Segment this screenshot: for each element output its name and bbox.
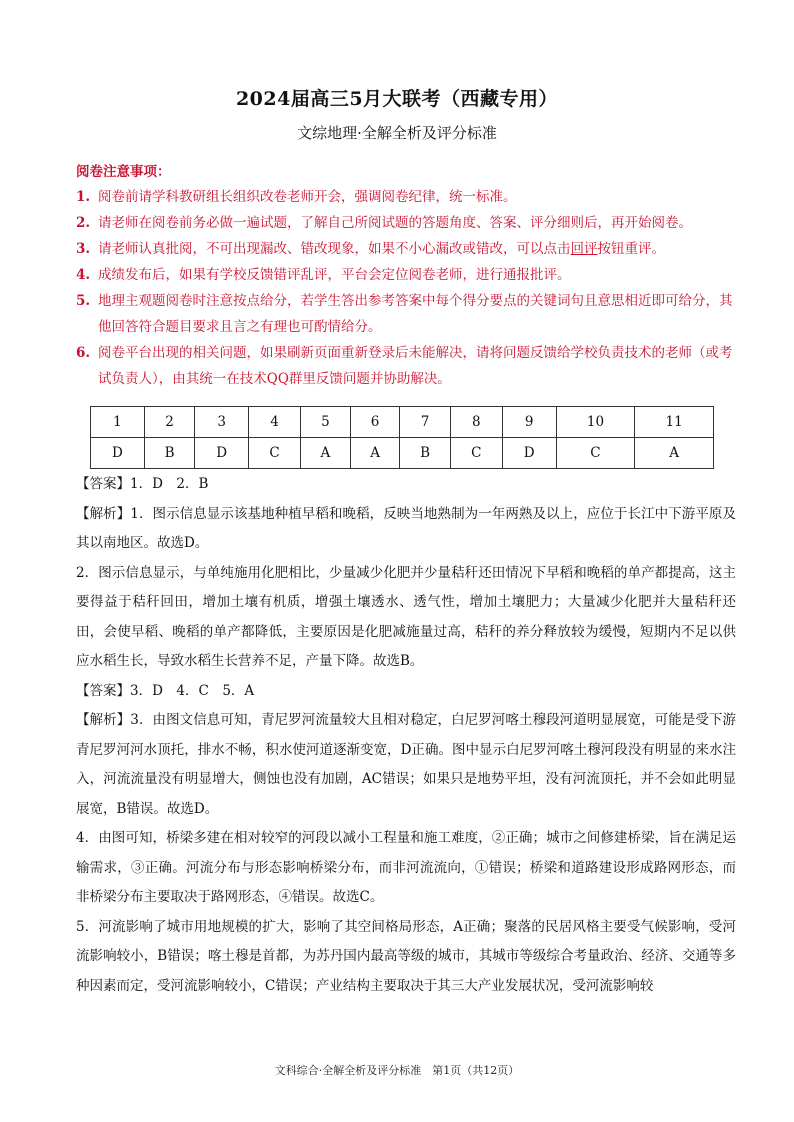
answer-cell: D	[502, 438, 556, 469]
answer-line: 【答案】1．D 2．B	[76, 476, 209, 492]
answer-cell: C	[556, 438, 635, 469]
notice-item-text: 请老师在阅卷前务必做一遍试题，了解自己所阅试题的答题角度、答案、评分细则后，再开始阅卷。	[98, 215, 692, 231]
answer-table	[90, 406, 714, 469]
notice-item-number: 6.	[76, 345, 91, 361]
notice-item-number: 4.	[76, 267, 91, 283]
question-number-cell: 10	[556, 407, 635, 438]
analysis-paragraph: 2．图示信息显示，与单纯施用化肥相比，少量减少化肥并少量秸秆还田情况下早稻和晚稻的单产都提高，这主要得益于秸秆回田，增加土壤有机质，增强土壤透水、透气性，增加土壤肥力；大量减少化肥并大量秸秆还田，会使早稻、晚稻的单产都降低，主要原因是化肥减施量过高，秸秆的养分释放较为缓慢，短期内不足以供应水稻生长，导致水稻生长营养不足，产量下降。故选B。	[76, 564, 736, 669]
notice-item-text: 地理主观题阅卷时注意按点给分，若学生答出参考答案中每个得分要点的关键词句且意思相近即可给分，其他回答符合题目要求且言之有理也可酌情给分。	[98, 293, 733, 335]
page-subtitle: 文综地理·全解全析及评分标准	[297, 124, 497, 142]
page-title: 2024届高三5月大联考（西藏专用）	[235, 88, 559, 110]
notice-item-number: 2.	[76, 215, 91, 231]
notice-item	[76, 288, 736, 340]
question-number-cell: 2	[144, 407, 194, 438]
analysis-paragraph: 【解析】3．由图文信息可知，青尼罗河流量较大且相对稳定，白尼罗河喀土穆段河道明显展宽，可能是受下游青尼罗河河水顶托，排水不畅，积水使河道逐渐变宽，D正确。图中显示白尼罗河喀土穆河段没有明显的来水注入，河流流量没有明显增大，侧蚀也没有加剧，AC错误；如果只是地势平坦，没有河流顶托，并不会如此明显展宽，B错误。故选D。	[76, 712, 736, 817]
question-number-cell: 11	[635, 407, 714, 438]
notice-item-text	[98, 236, 736, 262]
notice-item-number: 1.	[76, 189, 91, 205]
question-number-cell: 5	[301, 407, 351, 438]
question-number-cell: 6	[350, 407, 400, 438]
page-footer: 文科综合·全解全析及评分标准 第1页（共12页）	[274, 1064, 520, 1077]
answer-cell: B	[400, 438, 450, 469]
notice-text-part: 请老师认真批阅，不可出现漏改、错改现象，如果不小心漏改或错改，可以点击	[98, 241, 571, 257]
notice-item	[76, 262, 736, 288]
re-review-link: 回评	[570, 241, 598, 257]
question-number-cell: 7	[400, 407, 450, 438]
notice-item	[76, 210, 736, 236]
answer-cell: A	[301, 438, 351, 469]
notice-item-number: 3.	[76, 241, 91, 257]
analysis-paragraph: 5．河流影响了城市用地规模的扩大，影响了其空间格局形态，A正确；聚落的民居风格主要受气候影响，受河流影响较小，B错误；喀土穆是首都，为苏丹国内最高等级的城市，其城市等级综合考量政治、经济、交通等多种因素而定，受河流影响较小，C错误；产业结构主要取决于其三大产业发展状况，受河流影响较	[76, 918, 736, 994]
answer-cell: A	[350, 438, 400, 469]
answer-cell: A	[635, 438, 714, 469]
analysis-paragraph: 4．由图可知，桥梁多建在相对较窄的河段以减小工程量和施工难度，②正确；城市之间修建桥梁，旨在满足运输需求，③正确。河流分布与形态影响桥梁分布，而非河流流向，①错误；桥梁和道路建设形成路网形态，而非桥梁分布主要取决于路网形态，④错误。故选C。	[76, 830, 736, 905]
question-number-cell: 3	[195, 407, 249, 438]
notice-heading: 阅卷注意事项：	[76, 164, 171, 180]
answer-cell: C	[450, 438, 502, 469]
answer-cell: B	[144, 438, 194, 469]
notice-item-text: 阅卷平台出现的相关问题，如果刷新页面重新登录后未能解决，请将问题反馈给学校负责技术的老师（或考试负责人），由其统一在技术QQ群里反馈问题并协助解决。	[98, 345, 733, 387]
question-number-row	[91, 407, 714, 438]
question-number-cell: 8	[450, 407, 502, 438]
question-number-cell: 4	[249, 407, 301, 438]
question-number-cell: 1	[91, 407, 145, 438]
notice-text-part: 按钮重评。	[597, 241, 665, 257]
notice-item	[76, 236, 736, 262]
answer-cell: D	[91, 438, 145, 469]
answer-row	[91, 438, 714, 469]
notice-item-number: 5.	[76, 293, 91, 309]
solution-body	[76, 470, 736, 1001]
answer-cell: C	[249, 438, 301, 469]
notice-item-text: 阅卷前请学科教研组长组织改卷老师开会，强调阅卷纪律，统一标准。	[98, 189, 517, 205]
answer-line: 【答案】3．D 4．C 5．A	[76, 682, 255, 699]
question-number-cell: 9	[502, 407, 556, 438]
notice-list	[76, 184, 736, 392]
notice-item	[76, 184, 736, 210]
notice-item	[76, 340, 736, 392]
notice-item-text: 成绩发布后，如果有学校反馈错评乱评，平台会定位阅卷老师，进行通报批评。	[98, 267, 571, 283]
answer-cell: D	[195, 438, 249, 469]
analysis-paragraph: 【解析】1．图示信息显示该基地种植早稻和晚稻，反映当地熟制为一年两熟及以上，应位于长江中下游平原及其以南地区。故选D。	[76, 505, 736, 551]
